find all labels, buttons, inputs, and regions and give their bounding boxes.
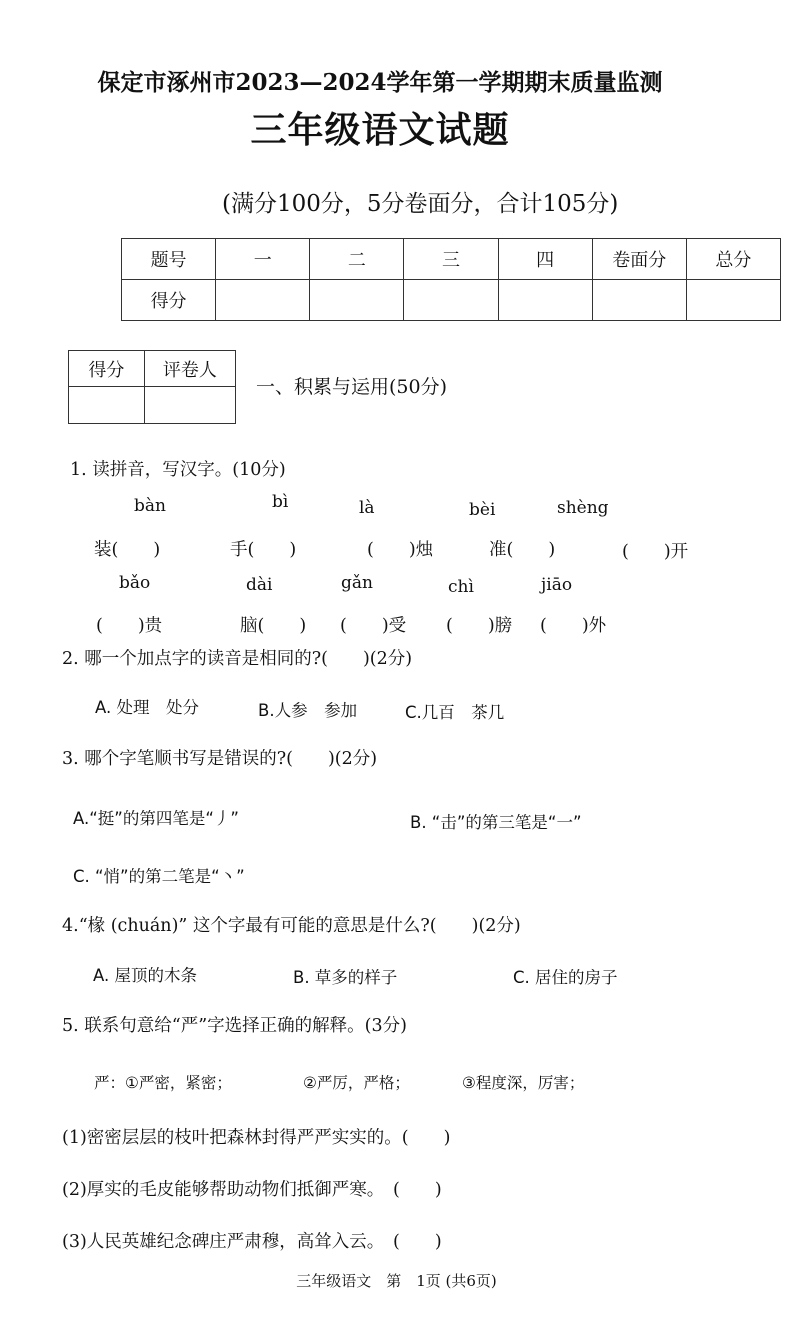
question-5-item-1[interactable]: (1)密密层层的枝叶把森林封得严严实实的。( ) xyxy=(62,1128,451,1148)
score-table-header-number: 题号 xyxy=(122,239,216,280)
question-1-text: 1. 读拼音，写汉字。(10分) xyxy=(70,460,286,480)
score-table-col-2: 二 xyxy=(310,239,404,280)
question-2-text: 2. 哪一个加点字的读音是相同的?( )(2分) xyxy=(62,649,413,669)
question-5-item-2[interactable]: (2)厚实的毛皮能够帮助动物们抵御严寒。 ( ) xyxy=(62,1180,442,1200)
answer-blank[interactable]: 脑( ) xyxy=(240,616,307,636)
score-table-col-3: 三 xyxy=(404,239,498,280)
question-3-text: 3. 哪个字笔顺书写是错误的?( )(2分) xyxy=(62,749,378,769)
score-cell-4[interactable] xyxy=(498,280,592,321)
score-table-col-1: 一 xyxy=(216,239,310,280)
question-4-option-c[interactable]: C. 居住的房子 xyxy=(513,968,618,987)
pinyin-label: gǎn xyxy=(341,573,373,593)
pinyin-label: bǎo xyxy=(119,573,151,593)
grader-box-grader-cell[interactable] xyxy=(144,387,235,424)
pinyin-label: jiāo xyxy=(541,575,573,595)
answer-blank[interactable]: ( )膀 xyxy=(446,616,513,636)
answer-blank[interactable]: ( )开 xyxy=(622,542,689,562)
score-table-col-total: 总分 xyxy=(686,239,780,280)
score-cell-3[interactable] xyxy=(404,280,498,321)
pinyin-label: là xyxy=(359,498,375,518)
pinyin-label: bì xyxy=(272,492,289,512)
definition-3: ③程度深，厉害； xyxy=(462,1074,585,1092)
pinyin-label: chì xyxy=(448,577,474,597)
score-cell-1[interactable] xyxy=(216,280,310,321)
question-4-option-a[interactable]: A. 屋顶的木条 xyxy=(93,966,197,985)
answer-blank[interactable]: ( )烛 xyxy=(367,540,434,560)
exam-title-line2: 三年级语文试题 xyxy=(250,109,510,151)
question-3-option-c[interactable]: C. “悄”的第二笔是“丶” xyxy=(73,867,245,886)
answer-blank[interactable]: ( )受 xyxy=(340,616,407,636)
question-2-option-a[interactable]: A. 处理 处分 xyxy=(95,698,199,717)
answer-blank[interactable]: ( )外 xyxy=(540,616,607,636)
question-4-text: 4.“椽 (chuán)” 这个字最有可能的意思是什么?( )(2分) xyxy=(62,916,521,936)
grader-box-score-label: 得分 xyxy=(69,351,145,387)
score-table xyxy=(121,238,781,321)
score-table-header-score: 得分 xyxy=(122,280,216,321)
pinyin-label: shèng xyxy=(557,498,609,518)
grader-box-grader-label: 评卷人 xyxy=(144,351,235,387)
answer-blank[interactable]: ( )贵 xyxy=(96,616,163,636)
answer-blank[interactable]: 手( ) xyxy=(230,540,297,560)
page-footer: 三年级语文 第 1页 (共6页) xyxy=(296,1272,497,1290)
question-2-option-b[interactable]: B.人参 参加 xyxy=(258,701,358,720)
question-2-option-c[interactable]: C.几百 茶几 xyxy=(405,703,505,722)
score-table-col-4: 四 xyxy=(498,239,592,280)
answer-blank[interactable]: 装( ) xyxy=(94,540,161,560)
section-heading: 一、积累与运用(50分) xyxy=(256,376,448,398)
pinyin-label: dài xyxy=(246,575,273,595)
question-4-option-b[interactable]: B. 草多的样子 xyxy=(293,968,398,987)
exam-subtitle: (满分100分，5分卷面分，合计105分) xyxy=(222,191,619,217)
score-cell-2[interactable] xyxy=(310,280,404,321)
question-3-option-a[interactable]: A.“挺”的第四笔是“丿” xyxy=(73,809,239,828)
exam-title-line1: 保定市涿州市2023—2024学年第一学期期末质量监测 xyxy=(97,69,663,96)
score-cell-total[interactable] xyxy=(686,280,780,321)
grader-box-score-cell[interactable] xyxy=(69,387,145,424)
question-5-text: 5. 联系句意给“严”字选择正确的解释。(3分) xyxy=(62,1016,407,1036)
definition-1: 严：①严密，紧密； xyxy=(94,1074,232,1092)
answer-blank[interactable]: 准( ) xyxy=(489,540,556,560)
question-3-option-b[interactable]: B. “击”的第三笔是“一” xyxy=(410,813,582,832)
grader-box xyxy=(68,350,236,424)
pinyin-label: bàn xyxy=(134,496,166,516)
score-cell-style[interactable] xyxy=(592,280,686,321)
score-table-col-style: 卷面分 xyxy=(592,239,686,280)
definition-2: ②严厉，严格； xyxy=(303,1074,410,1092)
pinyin-label: bèi xyxy=(469,500,496,520)
question-5-item-3[interactable]: (3)人民英雄纪念碑庄严肃穆，高耸入云。 ( ) xyxy=(62,1232,442,1252)
